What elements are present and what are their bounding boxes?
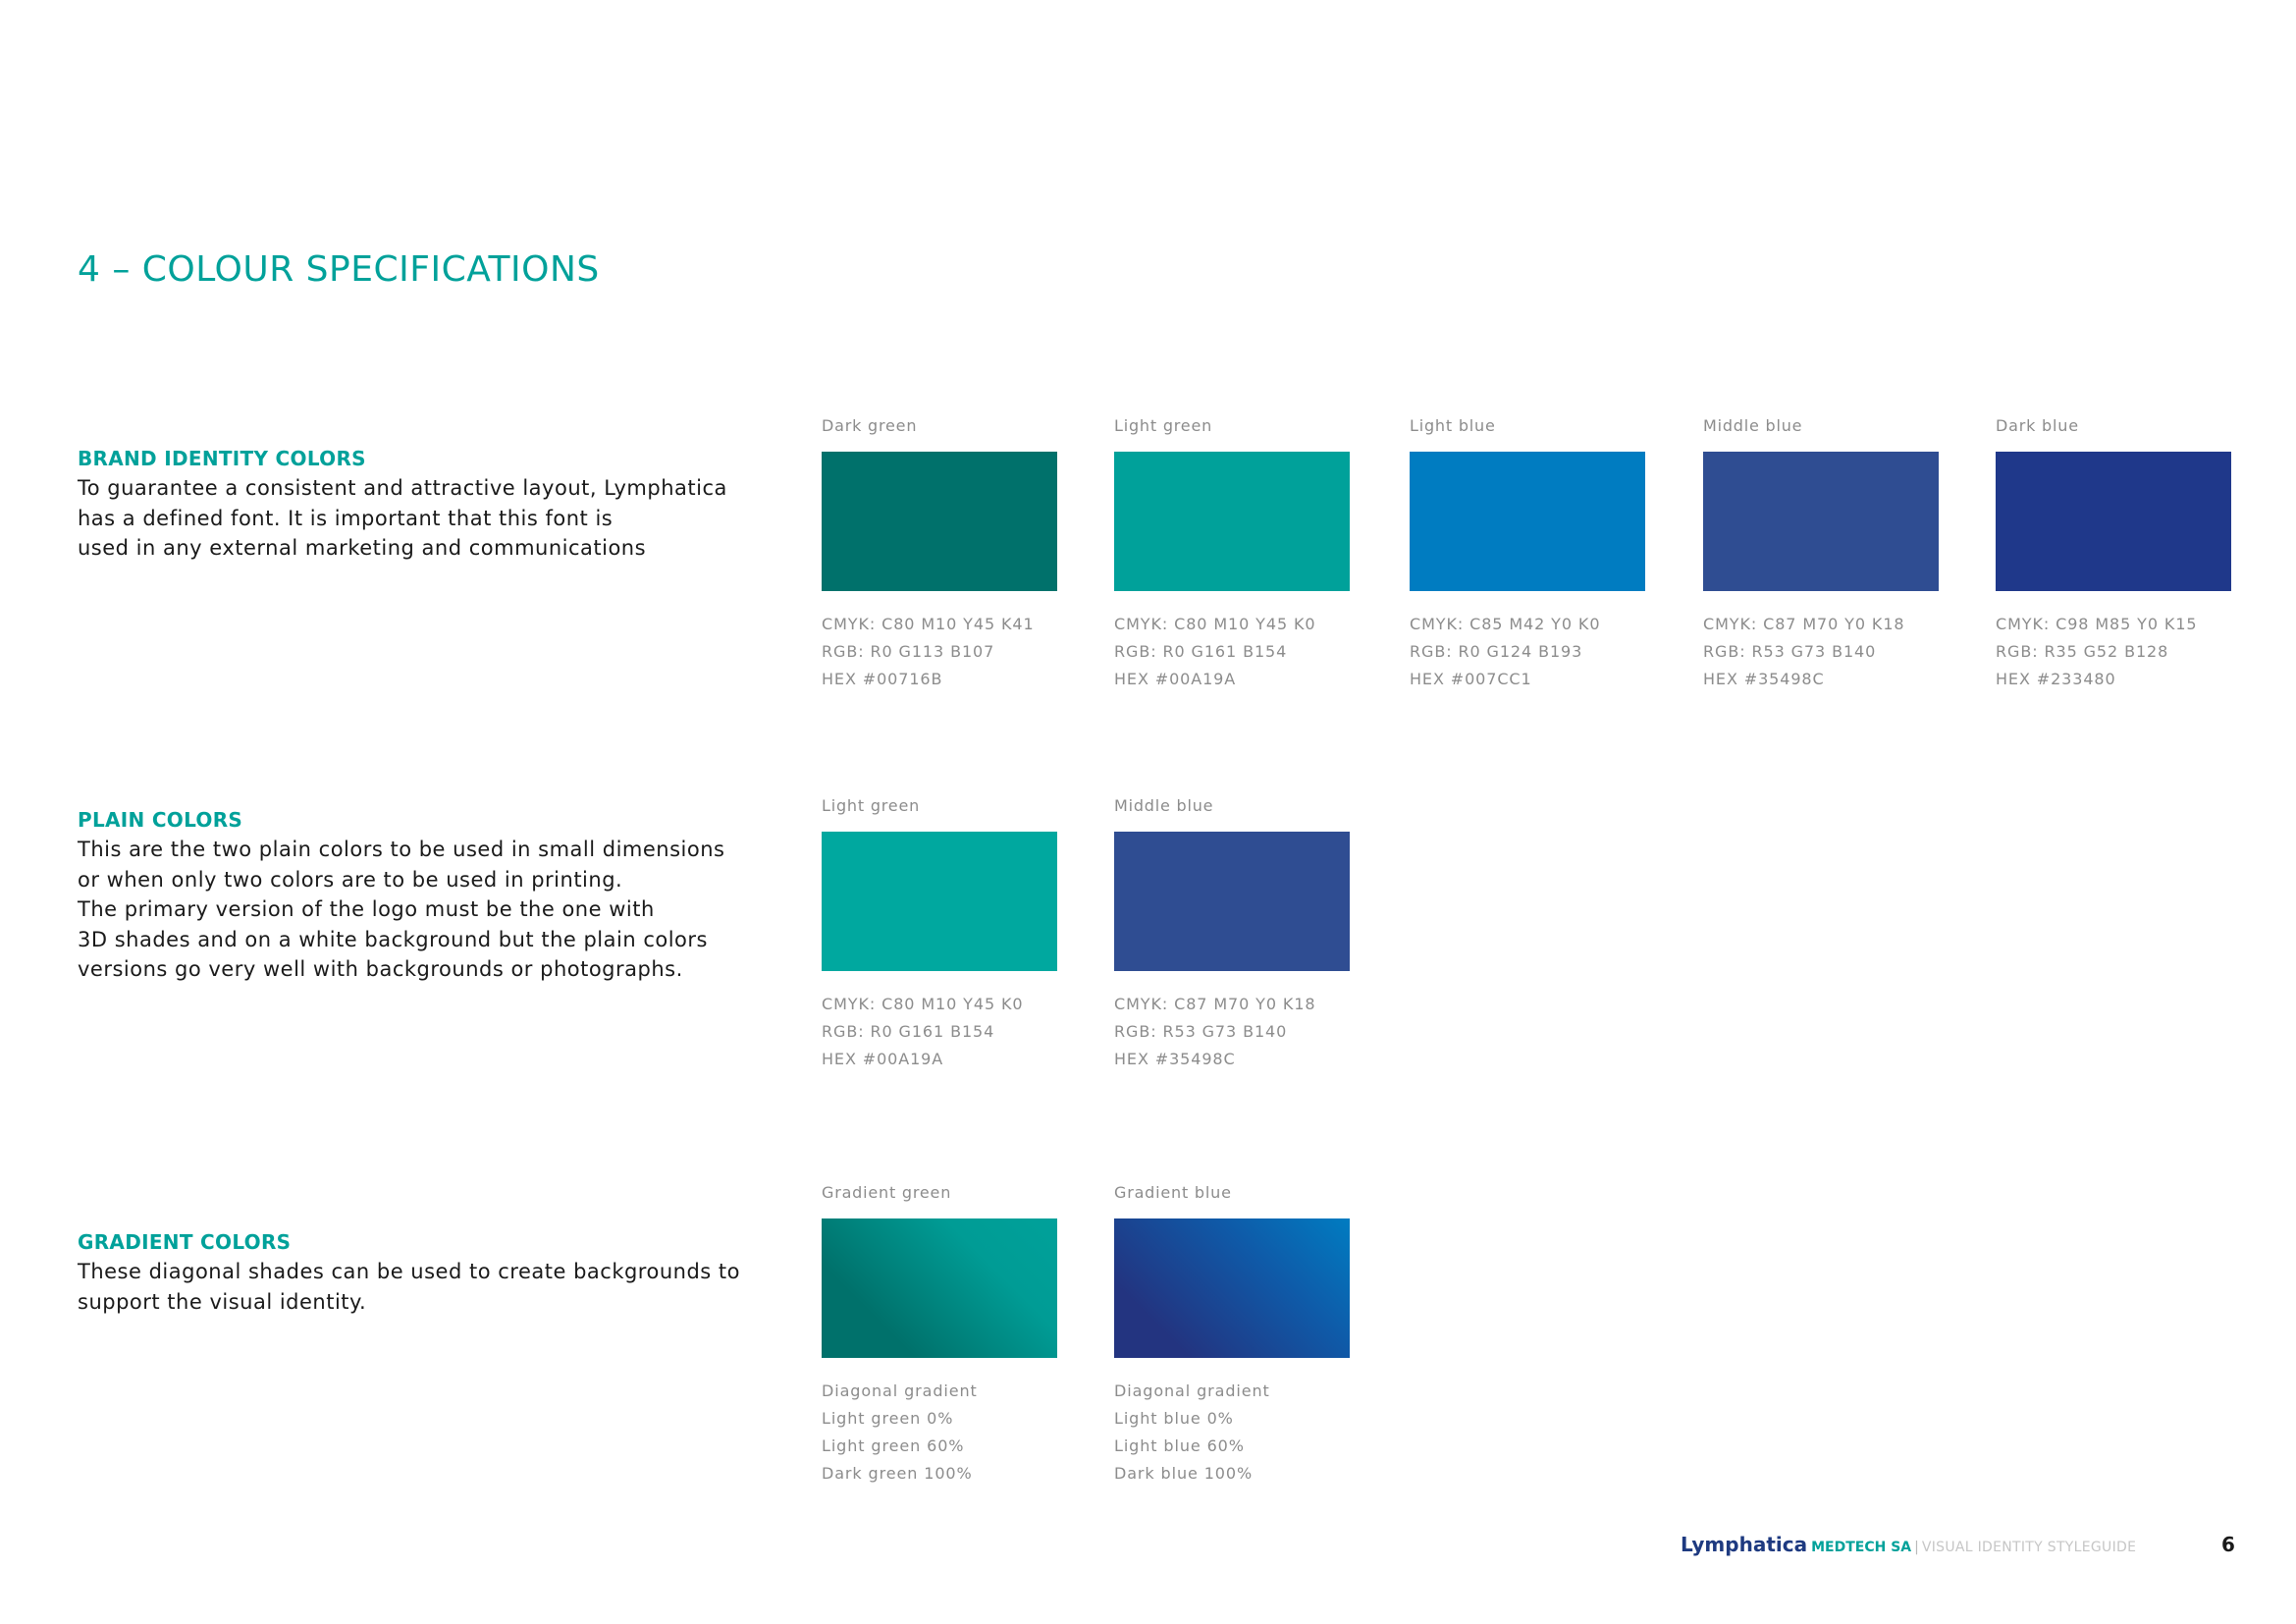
color-chip <box>1114 452 1350 591</box>
rgb-value: RGB: R35 G52 B128 <box>1996 642 2169 661</box>
cmyk-value: CMYK: C80 M10 Y45 K41 <box>822 615 1035 633</box>
color-specs <box>1114 611 1350 693</box>
gradient-colors-heading: GRADIENT COLORS <box>78 1230 292 1254</box>
gradient-chip <box>1114 1218 1350 1358</box>
gradient-type: Diagonal gradient <box>1114 1381 1270 1400</box>
cmyk-value: CMYK: C80 M10 Y45 K0 <box>822 995 1024 1013</box>
gradient-colors-section <box>78 1227 765 1317</box>
color-chip <box>822 452 1057 591</box>
description-line: To guarantee a consistent and attractive layout, Lymphatica <box>78 476 727 500</box>
swatch-gradient-blue <box>1114 1183 1350 1488</box>
cmyk-value: CMYK: C98 M85 Y0 K15 <box>1996 615 2198 633</box>
swatch-label: Middle blue <box>1114 796 1214 815</box>
swatch-label: Light blue <box>1410 416 1496 435</box>
gradient-specs <box>1114 1378 1350 1488</box>
swatch-plain-middle-blue <box>1114 796 1350 1073</box>
swatch-label: Gradient blue <box>1114 1183 1232 1202</box>
description-line: versions go very well with backgrounds or photographs. <box>78 957 683 981</box>
plain-colors-heading: PLAIN COLORS <box>78 808 243 832</box>
rgb-value: RGB: R53 G73 B140 <box>1703 642 1877 661</box>
gradient-chip <box>822 1218 1057 1358</box>
color-chip <box>1996 452 2231 591</box>
rgb-value: RGB: R0 G124 B193 <box>1410 642 1583 661</box>
color-chip <box>1410 452 1645 591</box>
cmyk-value: CMYK: C87 M70 Y0 K18 <box>1114 995 1316 1013</box>
hex-value: HEX #00A19A <box>822 1050 944 1068</box>
hex-value: HEX #35498C <box>1703 670 1825 688</box>
swatch-label: Light green <box>1114 416 1213 435</box>
page-title: 4 – COLOUR SPECIFICATIONS <box>78 249 600 290</box>
color-specs <box>1703 611 1939 693</box>
page-number: 6 <box>2221 1533 2235 1556</box>
color-specs <box>1114 991 1350 1073</box>
gradient-stop: Light blue 0% <box>1114 1409 1234 1428</box>
description-line: support the visual identity. <box>78 1289 367 1314</box>
footer-company-name: MEDTECH SA <box>1811 1540 1912 1555</box>
description-line: This are the two plain colors to be used in small dimensions <box>78 838 725 861</box>
page-footer <box>1681 1533 2136 1556</box>
color-specs <box>822 611 1057 693</box>
color-specs <box>1410 611 1645 693</box>
rgb-value: RGB: R0 G161 B154 <box>1114 642 1288 661</box>
description-line: or when only two colors are to be used in printing. <box>78 867 623 892</box>
swatch-middle-blue <box>1703 416 1939 693</box>
hex-value: HEX #00A19A <box>1114 670 1237 688</box>
swatch-plain-light-green <box>822 796 1057 1073</box>
brand-identity-section <box>78 444 765 564</box>
gradient-stop: Light blue 60% <box>1114 1436 1245 1455</box>
swatch-light-blue <box>1410 416 1645 693</box>
swatch-label: Light green <box>822 796 921 815</box>
swatch-gradient-green <box>822 1183 1057 1488</box>
color-chip <box>1703 452 1939 591</box>
description-line: used in any external marketing and communications <box>78 536 647 560</box>
hex-value: HEX #00716B <box>822 670 943 688</box>
color-chip <box>1114 832 1350 971</box>
color-specs <box>822 991 1057 1073</box>
description-line: 3D shades and on a white background but the plain colors <box>78 927 708 951</box>
swatch-label: Middle blue <box>1703 416 1803 435</box>
gradient-specs <box>822 1378 1057 1488</box>
gradient-stop: Light green 60% <box>822 1436 965 1455</box>
color-chip <box>822 832 1057 971</box>
gradient-type: Diagonal gradient <box>822 1381 978 1400</box>
swatch-label: Dark blue <box>1996 416 2079 435</box>
footer-document-title: VISUAL IDENTITY STYLEGUIDE <box>1921 1540 2137 1555</box>
rgb-value: RGB: R0 G113 B107 <box>822 642 995 661</box>
gradient-stop: Light green 0% <box>822 1409 954 1428</box>
cmyk-value: CMYK: C85 M42 Y0 K0 <box>1410 615 1601 633</box>
footer-brand-name: Lymphatica <box>1681 1533 1808 1556</box>
gradient-stop: Dark green 100% <box>822 1464 973 1483</box>
plain-colors-description <box>78 835 765 985</box>
swatch-label: Dark green <box>822 416 918 435</box>
swatch-label: Gradient green <box>822 1183 952 1202</box>
cmyk-value: CMYK: C80 M10 Y45 K0 <box>1114 615 1316 633</box>
hex-value: HEX #35498C <box>1114 1050 1236 1068</box>
brand-identity-description <box>78 473 765 564</box>
swatch-dark-green <box>822 416 1057 693</box>
description-line: has a defined font. It is important that this font is <box>78 506 614 530</box>
cmyk-value: CMYK: C87 M70 Y0 K18 <box>1703 615 1905 633</box>
plain-colors-section <box>78 805 765 985</box>
footer-separator: | <box>1914 1540 1919 1555</box>
brand-identity-heading: BRAND IDENTITY COLORS <box>78 447 366 470</box>
gradient-colors-description <box>78 1257 765 1317</box>
hex-value: HEX #007CC1 <box>1410 670 1532 688</box>
swatch-light-green <box>1114 416 1350 693</box>
rgb-value: RGB: R53 G73 B140 <box>1114 1022 1288 1041</box>
description-line: The primary version of the logo must be the one with <box>78 897 655 921</box>
swatch-dark-blue <box>1996 416 2231 693</box>
hex-value: HEX #233480 <box>1996 670 2116 688</box>
color-specs <box>1996 611 2231 693</box>
rgb-value: RGB: R0 G161 B154 <box>822 1022 995 1041</box>
description-line: These diagonal shades can be used to create backgrounds to <box>78 1260 740 1283</box>
gradient-stop: Dark blue 100% <box>1114 1464 1254 1483</box>
